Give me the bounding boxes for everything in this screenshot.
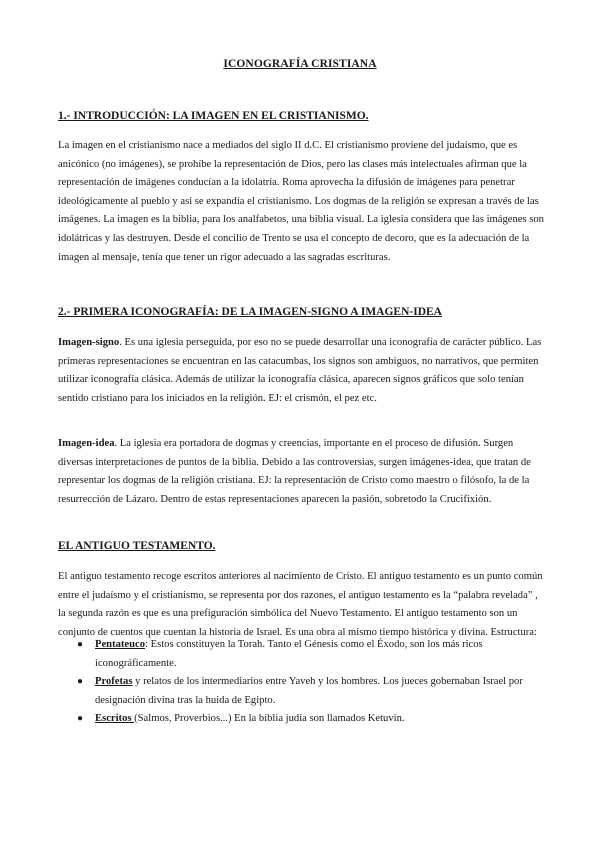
section-heading-introduccion: 1.- INTRODUCCIÓN: LA IMAGEN EN EL CRISTIANISMO. [58,110,369,122]
list-item [58,673,544,710]
estructura-list [58,636,544,729]
imagen-idea-paragraph [58,435,544,509]
list-item-text: : Estos constituyen la Torah. Tanto el Génesis como el Éxodo, son los más ricos iconográficamente. [95,639,483,669]
page-title: ICONOGRAFÍA CRISTIANA [223,58,377,70]
list-item-term: Pentateuco [95,639,146,650]
list-item [58,636,544,673]
antiguo-testamento-paragraph: El antiguo testamento recoge escritos anteriores al nacimiento de Cristo. El antiguo testamento es un punto común entre el judaísmo y el cristianismo, se representa por dos razones, el antiguo testamento es la “palabra revelada” , la segunda razón es que es una prefiguración simbólica del Nuevo Testamento. El antiguo testamento son un conjunto de cuentos que cuentan la historia de Israel. Es una obra al mismo tiempo histórica y divina. Estructura: [58,571,543,638]
imagen-idea-term: Imagen-idea [58,438,115,449]
list-item [58,710,544,729]
list-item-term: Profetas [95,676,133,688]
section-heading-antiguo-testamento: EL ANTIGUO TESTAMENTO. [58,540,216,552]
section-heading-primera-iconografia: 2.- PRIMERA ICONOGRAFÍA: DE LA IMAGEN-SIGNO A IMAGEN-IDEA [58,306,442,318]
imagen-signo-term: Imagen-signo [58,337,120,348]
introduccion-paragraph: La imagen en el cristianismo nace a mediados del siglo II d.C. El cristianismo proviene del judaísmo, que es anicónico (no imágenes), se prohíbe la representación de Dios, pero las clases más intelectuales afirman que la representación de imágenes conducían a la idolatría. Roma aprovecha la difusión de imágenes para penetrar ideológicamente al pueblo y así se expandía el cristianismo. Los dogmas de la religión se expresan a través de las imágenes. La imagen es la biblia, para los analfabetos, una biblia visual. La iglesia considera que las imágenes son idolátricas y las destruyen. Desde el concilio de Trento se usa el concepto de decoro, que es la adecuación de la imagen al mensaje, tenía que tener un rigor adecuado a las sagradas escrituras. [58,140,544,263]
list-item-text: y relatos de los intermediarios entre Yaveh y los hombres. Los jueces gobernaban Israel por designación divina tras la huida de Egipto. [95,676,523,706]
bullet-icon: ● [77,676,84,688]
list-item-term: Escritos [95,713,135,725]
imagen-idea-text: . La iglesia era portadora de dogmas y creencias, importante en el proceso de difusión. Surgen diversas interpretaciones de puntos de la biblia. Debido a las controversias, surgen imágenes-idea, que tratan de representar los dogmas de la religión cristiana. EJ: la representación de Cristo como maestro o filósofo, la de la resurrección de Lázaro. Dentro de estas representaciones aparecen la pasión, sobretodo la Crucifixión. [58,438,531,505]
bullet-icon: ● [77,639,84,650]
list-item-text: (Salmos, Proverbios...) En la biblia judía son llamados Ketuvin. [134,713,405,725]
bullet-icon: ● [77,713,84,725]
imagen-signo-text: . Es una iglesia perseguida, por eso no se puede desarrollar una iconografía de carácter público. Las primeras representaciones se encuentran en las catacumbas, los signos son ambiguos, no narrativos, que permiten utilizar iconografía clásica. Además de utilizar la iconografía clásica, aparecen signos gráficos que solo tenían sentido cristiano para los iniciados en la religión. EJ: el crismón, el pez etc. [58,337,542,404]
imagen-signo-paragraph [58,334,544,408]
